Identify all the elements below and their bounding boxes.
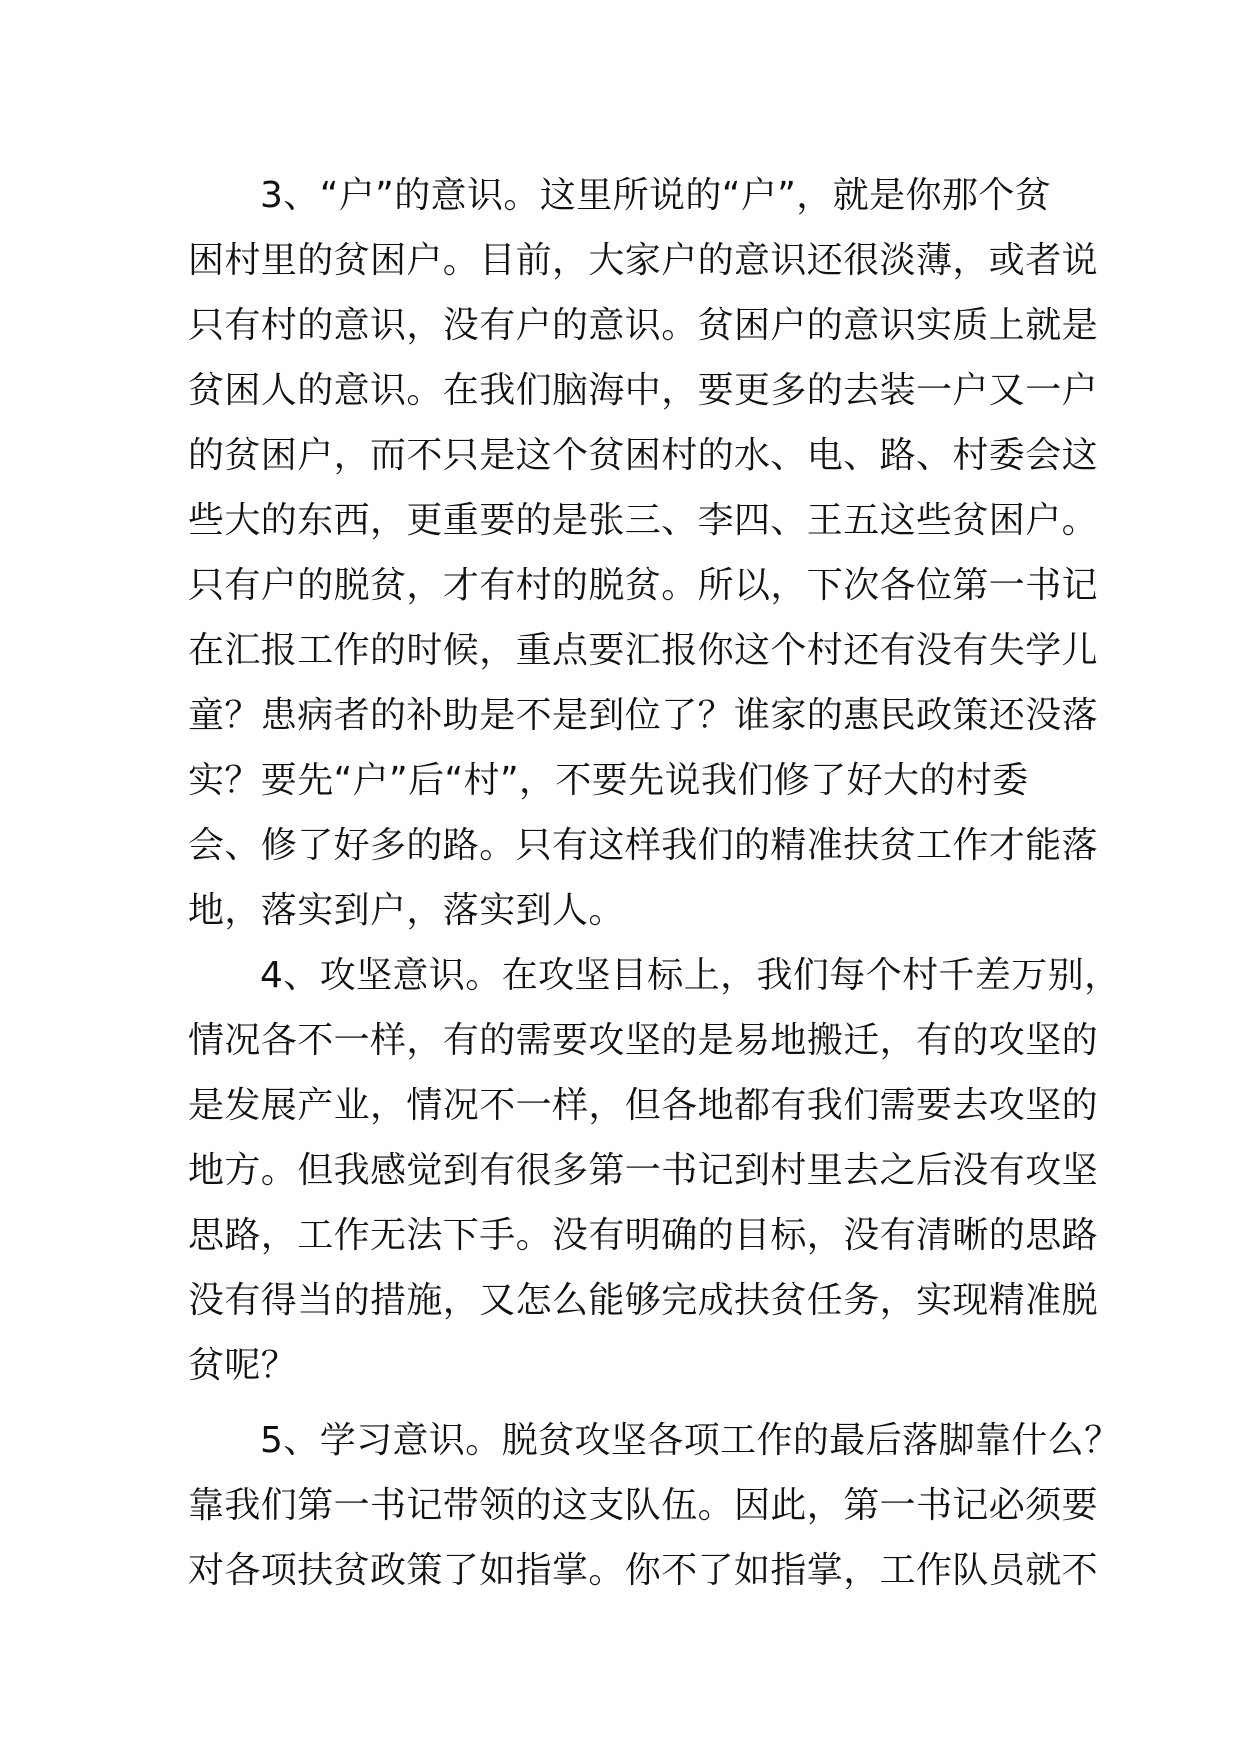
- paragraph-line: 思路，工作无法下手。没有明确的目标，没有清晰的思路: [188, 1215, 1099, 1256]
- paragraph-line: 会、修了好多的路。只有这样我们的精准扶贫工作才能落: [188, 825, 1099, 866]
- paragraph-line: 是发展产业，情况不一样，但各地都有我们需要去攻坚的: [188, 1085, 1099, 1126]
- paragraph-line: 地方。但我感觉到有很多第一书记到村里去之后没有攻坚: [188, 1150, 1099, 1191]
- paragraph-line: 困村里的贫困户。目前，大家户的意识还很淡薄，或者说: [188, 240, 1099, 281]
- paragraph-line: 3、“户”的意识。这里所说的“户”，就是你那个贫: [260, 175, 1052, 216]
- paragraph-line: 只有村的意识，没有户的意识。贫困户的意识实质上就是: [188, 305, 1099, 346]
- paragraph-line: 情况各不一样，有的需要攻坚的是易地搬迁，有的攻坚的: [188, 1020, 1099, 1061]
- paragraph-line: 地，落实到户，落实到人。: [188, 890, 625, 931]
- paragraph-line: 些大的东西，更重要的是张三、李四、王五这些贫困户。: [188, 500, 1099, 541]
- paragraph-line: 贫呢？: [188, 1345, 298, 1386]
- paragraph-line: 没有得当的措施，又怎么能够完成扶贫任务，实现精准脱: [188, 1280, 1099, 1321]
- paragraph-line: 4、攻坚意识。在攻坚目标上，我们每个村千差万别，: [260, 955, 1121, 996]
- paragraph-4: [188, 943, 1121, 1398]
- paragraph-line: 在汇报工作的时候，重点要汇报你这个村还有没有失学儿: [188, 630, 1099, 671]
- paragraph-3: [188, 163, 1099, 943]
- paragraph-line: 靠我们第一书记带领的这支队伍。因此，第一书记必须要: [188, 1485, 1099, 1526]
- paragraph-line: 5、学习意识。脱贫攻坚各项工作的最后落脚靠什么？: [260, 1420, 1121, 1461]
- document-body: [188, 163, 1121, 1603]
- paragraph-line: 对各项扶贫政策了如指掌。你不了如指掌，工作队员就不: [188, 1550, 1099, 1591]
- paragraph-line: 贫困人的意识。在我们脑海中，要更多的去装一户又一户: [188, 370, 1099, 411]
- paragraph-line: 童？患病者的补助是不是到位了？谁家的惠民政策还没落: [188, 695, 1099, 736]
- paragraph-line: 实？要先“户”后“村”，不要先说我们修了好大的村委: [188, 760, 1029, 801]
- paragraph-5: [188, 1408, 1121, 1603]
- paragraph-line: 的贫困户，而不只是这个贫困村的水、电、路、村委会这: [188, 435, 1099, 476]
- paragraph-line: 只有户的脱贫，才有村的脱贫。所以，下次各位第一书记: [188, 565, 1099, 606]
- paragraph-spacing: [188, 1398, 1068, 1408]
